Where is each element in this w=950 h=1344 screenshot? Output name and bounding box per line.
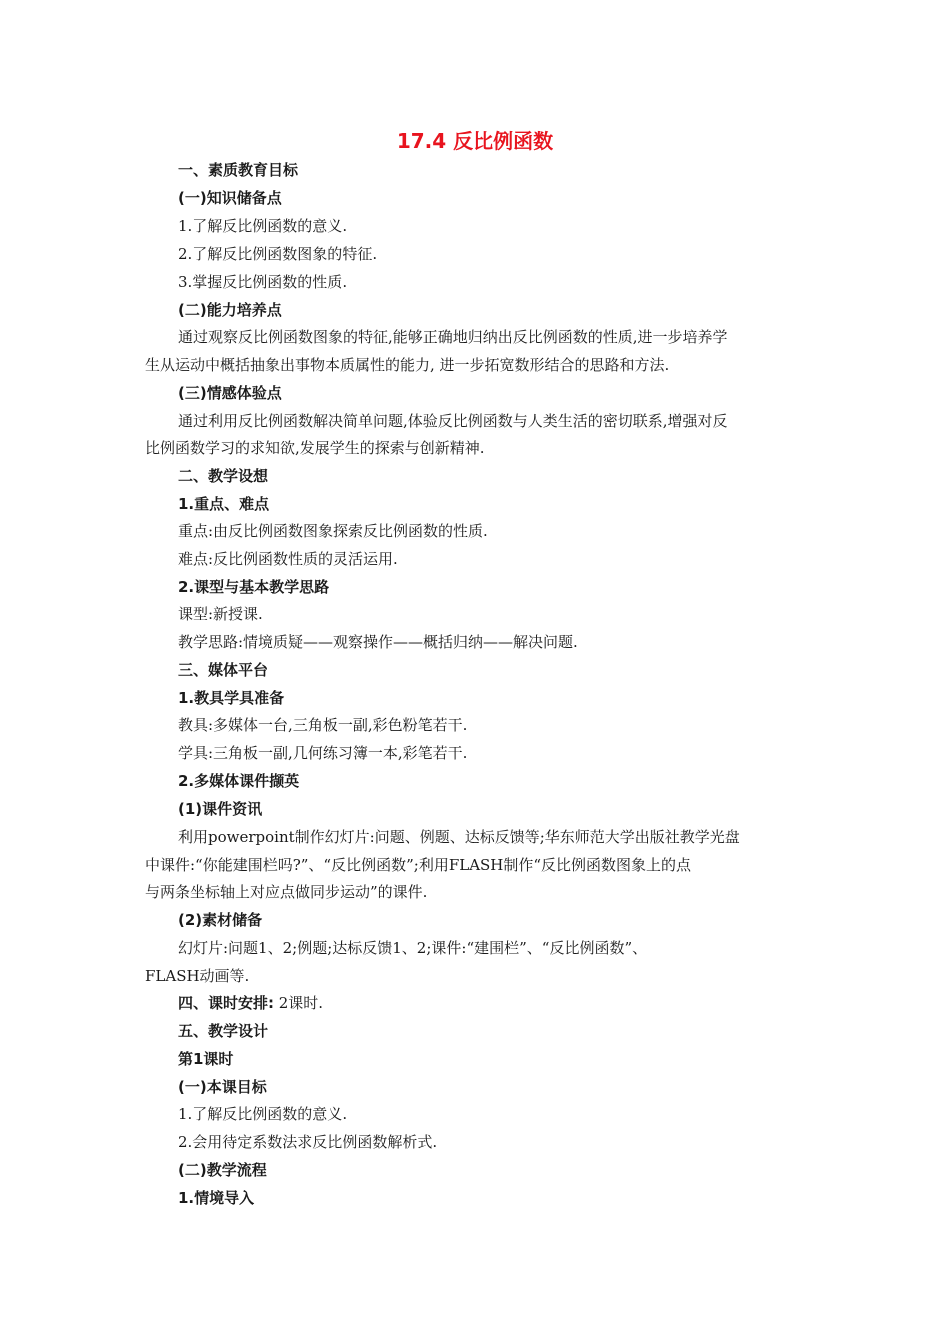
section-heading: [178, 1188, 254, 1208]
section-heading: [178, 1021, 268, 1041]
line-text: 3.掌握反比例函数的性质.: [178, 273, 348, 291]
body-text-line: [145, 855, 691, 875]
line-text: 1.了解反比例函数的意义.: [178, 217, 348, 235]
body-text-line: [145, 438, 485, 458]
section-heading: [178, 910, 262, 930]
line-text: 2.会用待定系数法求反比例函数解析式.: [178, 1133, 438, 1151]
body-text-line: [178, 411, 728, 431]
line-text: 幻灯片:问题1、2;例题;达标反馈1、2;课件:“建围栏”、“反比例函数”、: [178, 939, 648, 957]
line-text: (二)能力培养点: [178, 301, 282, 319]
line-text: 1.了解反比例函数的意义.: [178, 1105, 348, 1123]
line-text: (一)本课目标: [178, 1078, 267, 1096]
line-text: 四、课时安排:: [178, 994, 274, 1012]
section-heading: [178, 300, 282, 320]
line-text: 2.课型与基本教学思路: [178, 578, 330, 596]
line-text: 一、素质教育目标: [178, 161, 299, 179]
page-title: 17.4 反比例函数: [396, 129, 554, 153]
line-text: 课型:新授课.: [178, 605, 263, 623]
body-text-line: [178, 1132, 437, 1152]
line-text: 通过利用反比例函数解决简单问题,体验反比例函数与人类生活的密切联系,增强对反: [178, 412, 728, 430]
body-text-line: [178, 1104, 347, 1124]
line-text: 2.了解反比例函数图象的特征.: [178, 245, 378, 263]
body-text-line: [145, 966, 249, 986]
body-text-line: [178, 827, 740, 847]
line-text: FLASH动画等.: [145, 967, 250, 985]
section-heading: [178, 771, 299, 791]
line-text: 教具:多媒体一台,三角板一副,彩色粉笔若干.: [178, 716, 468, 734]
line-text: 二、教学设想: [178, 467, 269, 485]
section-heading: [178, 1160, 267, 1180]
body-text-line: [178, 244, 377, 264]
line-text: 中课件:“你能建围栏吗?”、“反比例函数”;利用FLASH制作“反比例函数图象上的点: [145, 856, 692, 874]
section-heading: [178, 1077, 267, 1097]
line-text: 重点:由反比例函数图象探索反比例函数的性质.: [178, 522, 488, 540]
line-text-tail: 2课时.: [274, 994, 324, 1012]
section-heading: [178, 660, 268, 680]
line-text: (2)素材储备: [178, 911, 263, 929]
body-text-line: [178, 938, 647, 958]
section-heading: [178, 1049, 233, 1069]
line-text: (1)课件资讯: [178, 800, 263, 818]
section-heading: [178, 160, 298, 180]
line-text: 与两条坐标轴上对应点做同步运动”的课件.: [145, 883, 428, 901]
line-text: (二)教学流程: [178, 1161, 267, 1179]
line-text: 通过观察反比例函数图象的特征,能够正确地归纳出反比例函数的性质,进一步培养学: [178, 328, 728, 346]
section-heading: [178, 188, 282, 208]
body-text-line: [145, 882, 427, 902]
line-text: 1.重点、难点: [178, 495, 270, 513]
line-text: (三)情感体验点: [178, 384, 282, 402]
body-text-line: [178, 715, 467, 735]
body-text-line: [178, 549, 398, 569]
line-text: 利用powerpoint制作幻灯片:问题、例题、达标反馈等;华东师范大学出版社教学光盘: [178, 828, 740, 846]
body-text-line: [145, 355, 669, 375]
body-text-line: [178, 327, 728, 347]
section-heading: [178, 688, 284, 708]
line-text: 2.多媒体课件撷英: [178, 772, 300, 790]
line-text: (一)知识储备点: [178, 189, 282, 207]
line-text: 五、教学设计: [178, 1022, 269, 1040]
line-text: 难点:反比例函数性质的灵活运用.: [178, 550, 398, 568]
body-text-line: [178, 521, 488, 541]
line-text: 三、媒体平台: [178, 661, 269, 679]
body-text-line: [178, 272, 347, 292]
line-text: 比例函数学习的求知欲,发展学生的探索与创新精神.: [145, 439, 485, 457]
body-text-line: [178, 632, 578, 652]
body-text-line: [178, 216, 347, 236]
line-text: 第1课时: [178, 1050, 234, 1068]
section-heading: [178, 494, 269, 514]
section-heading: [178, 383, 282, 403]
body-text-line: [178, 743, 467, 763]
line-text: 教学思路:情境质疑——观察操作——概括归纳——解决问题.: [178, 633, 578, 651]
section-heading: [178, 577, 329, 597]
line-text: 1.教具学具准备: [178, 689, 285, 707]
body-text-line: [178, 604, 263, 624]
line-text: 1.情境导入: [178, 1189, 255, 1207]
line-text: 生从运动中概括抽象出事物本质属性的能力, 进一步拓宽数形结合的思路和方法.: [145, 356, 670, 374]
section-heading: [178, 466, 268, 486]
section-heading: [178, 799, 262, 819]
line-text: 学具:三角板一副,几何练习簿一本,彩笔若干.: [178, 744, 468, 762]
section-heading: [178, 993, 323, 1013]
